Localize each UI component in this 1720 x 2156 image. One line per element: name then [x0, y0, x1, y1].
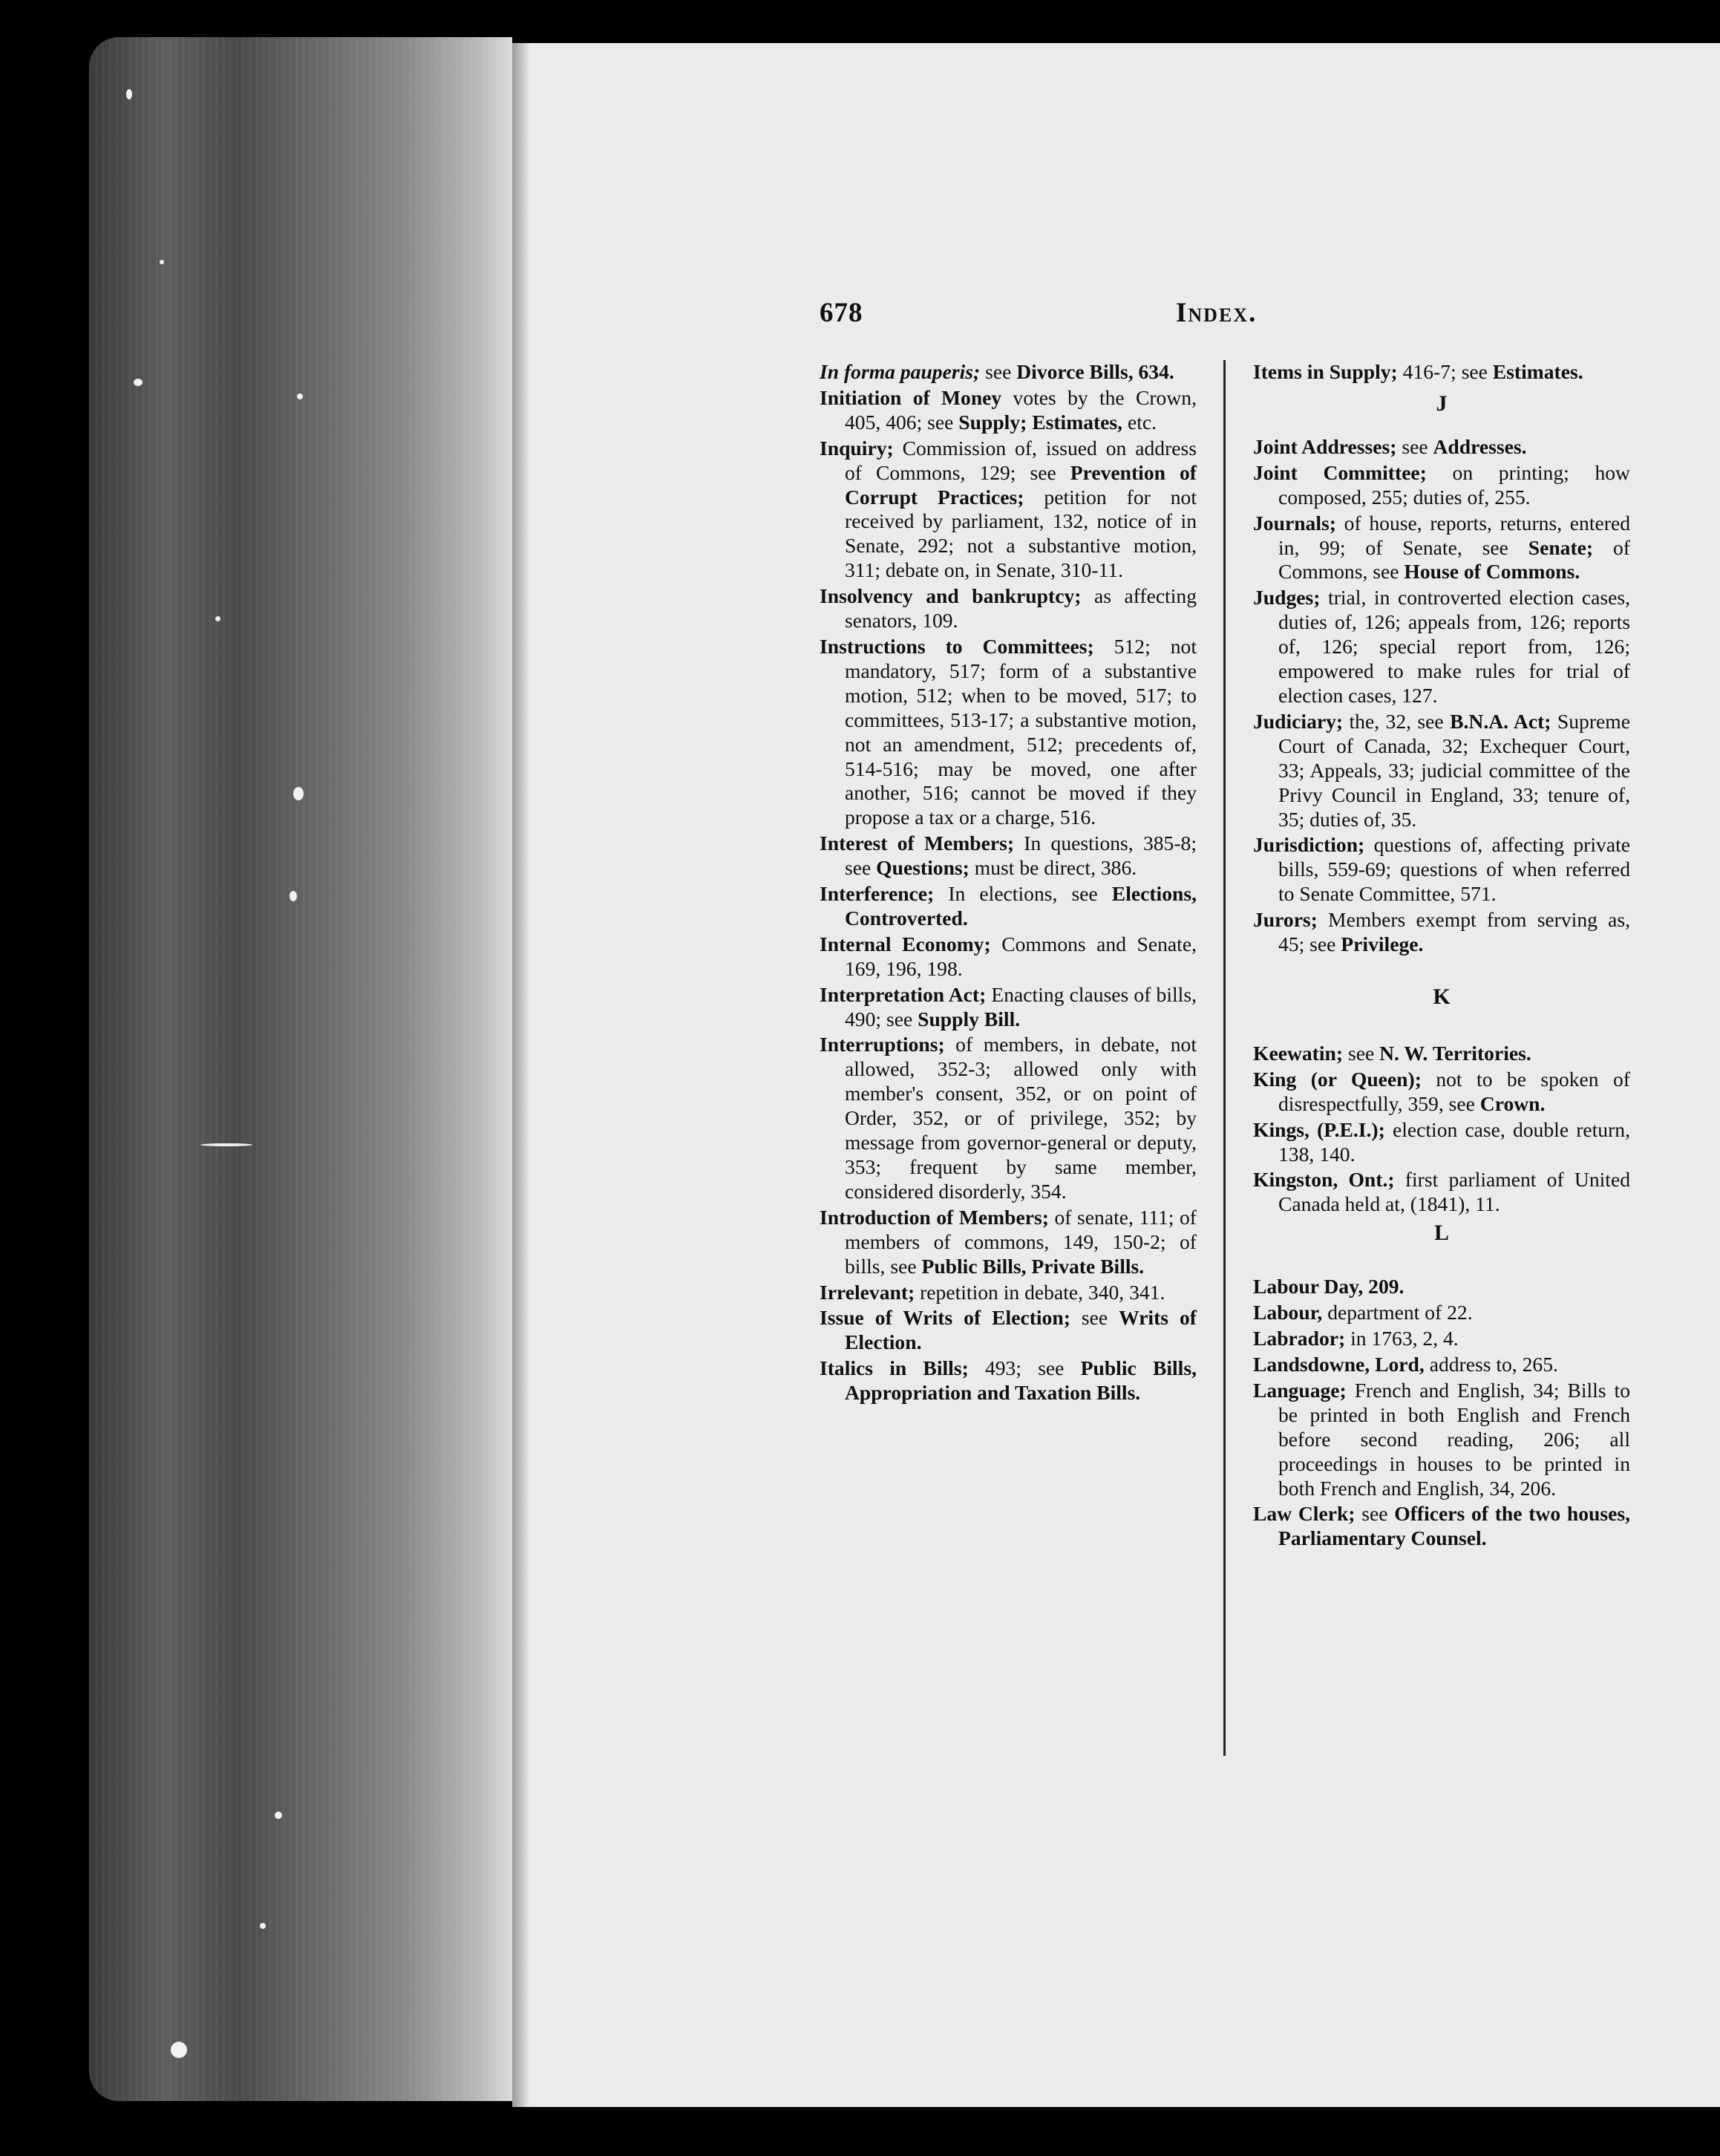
index-entry: Language; French and English, 34; Bills to be printed in both English and French before second reading, 206; all proceedings in houses to be printed in both French and English, 34, 206. [1253, 1378, 1630, 1500]
index-entry: Kings, (P.E.I.); election case, double return, 138, 140. [1253, 1117, 1630, 1166]
index-entry: Instructions to Committees; 512; not mandatory, 517; form of a substantive motion, 512; when to be moved, 517; to committees, 513-17; a substantive motion, not an amendment, 512; precedents of, 514-516; may be moved, one after another, 516; cannot be moved if they propose a tax or a charge, 516. [820, 634, 1197, 829]
index-entry: Journals; of house, reports, returns, entered in, 99; of Senate, see Senate; of Commons, see House of Commons. [1253, 511, 1630, 584]
index-entry: King (or Queen); not to be spoken of disrespectfully, 359, see Crown. [1253, 1067, 1630, 1115]
speck [293, 787, 304, 800]
index-entry: Landsdowne, Lord, address to, 265. [1253, 1353, 1558, 1376]
section-letter-j: J [1436, 391, 1448, 416]
index-entry: Labour Day, 209. [1253, 1275, 1405, 1298]
speck [290, 891, 297, 901]
index-entry: Keewatin; see N. W. Territories. [1253, 1041, 1531, 1065]
index-entry: Internal Economy; Commons and Senate, 169, 196, 198. [820, 932, 1197, 980]
page-header [820, 297, 1280, 331]
index-entry: Interference; In elections, see Elections, Controverted. [820, 882, 1197, 930]
column-divider [1223, 360, 1226, 1756]
book-edge [89, 37, 512, 2101]
index-entry: Initiation of Money votes by the Crown, 405, 406; see Supply; Estimates, etc. [820, 385, 1197, 434]
index-entry: Kingston, Ont.; first parliament of United Canada held at, (1841), 11. [1253, 1168, 1630, 1216]
index-entry: Italics in Bills; 493; see Public Bills, Appropriation and Taxation Bills. [820, 1356, 1197, 1405]
index-entry: Inquiry; Commission of, issued on address of Commons, 129; see Prevention of Corrupt Practices; petition for not received by parliament, 132, notice of in Senate, 292; not a substantive motion, 311; debate on, in Senate, 310-11. [820, 436, 1197, 582]
speck [297, 393, 303, 399]
speck [134, 379, 143, 386]
index-entry: In forma pauperis; see Divorce Bills, 634. [820, 360, 1174, 383]
index-entry: Jurisdiction; questions of, affecting private bills, 559-69; questions of when referred to Senate Committee, 571. [1253, 833, 1630, 906]
right-column [1253, 360, 1630, 1552]
index-entry: Introduction of Members; of senate, 111; of members of commons, 149, 150-2; of bills, see Public Bills, Private Bills. [820, 1205, 1197, 1278]
section-letter-k: K [1433, 984, 1451, 1009]
index-entry: Labour, department of 22. [1253, 1301, 1473, 1324]
index-entry: Jurors; Members exempt from serving as, 45; see Privilege. [1253, 908, 1630, 956]
gutter-shadow [512, 43, 530, 2107]
left-column [820, 360, 1197, 1407]
speck [160, 260, 164, 264]
index-entry: Law Clerk; see Officers of the two houses, Parliamentary Counsel. [1253, 1502, 1630, 1550]
index-entry: Judges; trial, in controverted election cases, duties of, 126; appeals from, 126; reports of, 126; special report from, 126; empowered to make rules for trial of election cases, 127. [1253, 586, 1630, 707]
index-entry: Interpretation Act; Enacting clauses of bills, 490; see Supply Bill. [820, 982, 1197, 1030]
index-entry: Items in Supply; 416-7; see Estimates. [1253, 360, 1583, 383]
index-entry: Labrador; in 1763, 2, 4. [1253, 1327, 1459, 1350]
index-entry: Interruptions; of members, in debate, not allowed, 352-3; allowed only with member's consent, 352, or on point of Order, 352, or of privilege, 352; by message from governor-general or deputy, 353; frequent by same member, considered disorderly, 354. [820, 1033, 1197, 1203]
index-entry: Interest of Members; In questions, 385-8; see Questions; must be direct, 386. [820, 832, 1197, 880]
speck [126, 89, 132, 99]
index-entry: Judiciary; the, 32, see B.N.A. Act; Supreme Court of Canada, 32; Exchequer Court, 33; Appeals, 33; judicial committee of the Privy Council in England, 33; tenure of, 35; duties of, 35. [1253, 709, 1630, 831]
index-entry: Irrelevant; repetition in debate, 340, 341. [820, 1280, 1165, 1304]
index-entry: Joint Addresses; see Addresses. [1253, 434, 1527, 458]
page-number: 678 [820, 298, 863, 328]
index-entry: Joint Committee; on printing; how composed, 255; duties of, 255. [1253, 460, 1630, 509]
speck [275, 1812, 282, 1819]
running-title: Index. [1176, 298, 1258, 328]
speck [260, 1923, 266, 1929]
speck [171, 2042, 187, 2058]
speck [215, 616, 220, 621]
index-entry: Issue of Writs of Election; see Writs of Election. [820, 1306, 1197, 1354]
speck [200, 1143, 252, 1146]
index-entry: Insolvency and bankruptcy; as affecting senators, 109. [820, 584, 1197, 633]
section-letter-l: L [1433, 1221, 1449, 1246]
